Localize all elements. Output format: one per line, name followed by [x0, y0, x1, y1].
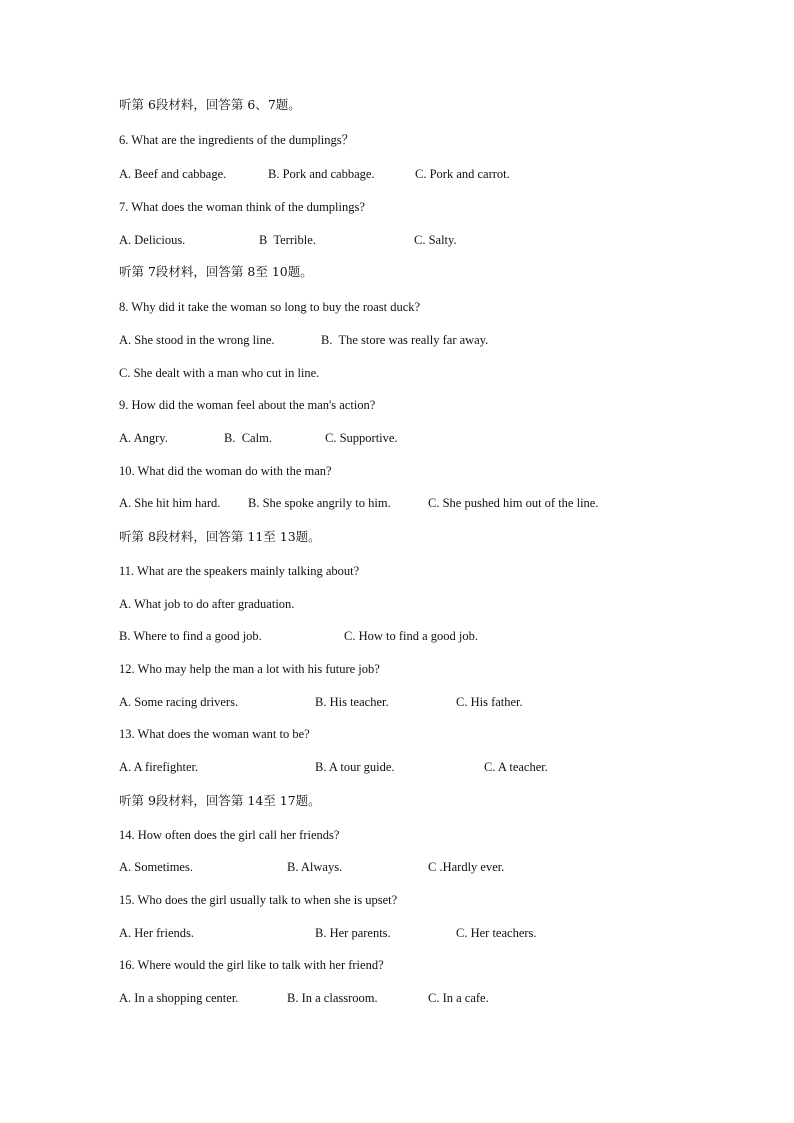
option-7a: A. Delicious. [119, 233, 186, 247]
option-13b: B. A tour guide. [315, 760, 395, 774]
option-9a: A. Angry. [119, 431, 168, 445]
option-16b: B. In a classroom. [287, 991, 378, 1005]
section-heading-8: 听第 8段材料，回答第 11至 13题。 [119, 529, 321, 544]
option-9c: C. Supportive. [325, 431, 398, 445]
option-15b: B. Her parents. [315, 926, 391, 940]
option-10b: B. She spoke angrily to him. [248, 496, 391, 510]
option-6c: C. Pork and carrot. [415, 167, 510, 181]
option-7b: B Terrible. [259, 233, 316, 247]
question-8: 8. Why did it take the woman so long to buy the roast duck? [119, 300, 421, 314]
question-14: 14. How often does the girl call her friends? [119, 828, 340, 842]
question-6: 6. What are the ingredients of the dumplings？ [119, 133, 355, 147]
option-8a: A. She stood in the wrong line. [119, 333, 275, 347]
question-7: 7. What does the woman think of the dumplings? [119, 200, 365, 214]
option-11a: A. What job to do after graduation. [119, 597, 295, 611]
option-12b: B. His teacher. [315, 695, 389, 709]
option-13c: C. A teacher. [484, 760, 548, 774]
option-14a: A. Sometimes. [119, 860, 193, 874]
option-10c: C. She pushed him out of the line. [428, 496, 599, 510]
question-13: 13. What does the woman want to be? [119, 727, 310, 741]
section-heading-6: 听第 6段材料，回答第 6、7题。 [119, 97, 301, 112]
option-16c: C. In a cafe. [428, 991, 489, 1005]
option-12c: C. His father. [456, 695, 523, 709]
option-9b: B. Calm. [224, 431, 272, 445]
option-7c: C. Salty. [414, 233, 457, 247]
option-14c: C .Hardly ever. [428, 860, 505, 874]
question-12: 12. Who may help the man a lot with his future job? [119, 662, 380, 676]
question-11: 11. What are the speakers mainly talking about? [119, 564, 360, 578]
section-heading-7: 听第 7段材料，回答第 8至 10题。 [119, 264, 313, 279]
option-16a: A. In a shopping center. [119, 991, 239, 1005]
option-8b: B. The store was really far away. [321, 333, 489, 347]
option-14b: B. Always. [287, 860, 343, 874]
option-11b: B. Where to find a good job. [119, 629, 262, 643]
option-8c: C. She dealt with a man who cut in line. [119, 366, 320, 380]
section-heading-9: 听第 9段材料，回答第 14至 17题。 [119, 793, 321, 808]
question-15: 15. Who does the girl usually talk to when she is upset? [119, 893, 398, 907]
option-12a: A. Some racing drivers. [119, 695, 239, 709]
option-6b: B. Pork and cabbage. [268, 167, 375, 181]
question-10: 10. What did the woman do with the man? [119, 464, 332, 478]
option-15a: A. Her friends. [119, 926, 194, 940]
option-15c: C. Her teachers. [456, 926, 537, 940]
option-11c: C. How to find a good job. [344, 629, 479, 643]
option-13a: A. A firefighter. [119, 760, 199, 774]
option-10a: A. She hit him hard. [119, 496, 221, 510]
question-9: 9. How did the woman feel about the man's action? [119, 398, 376, 412]
option-6a: A. Beef and cabbage. [119, 167, 227, 181]
question-16: 16. Where would the girl like to talk with her friend? [119, 958, 384, 972]
